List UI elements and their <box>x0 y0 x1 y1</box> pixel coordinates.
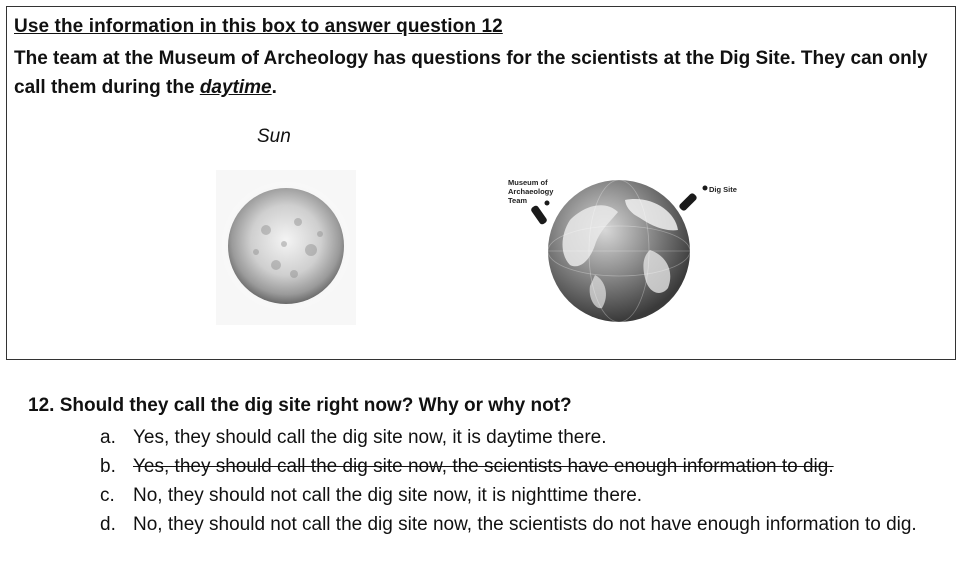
choice-text: No, they should not call the dig site now, it is nighttime there. <box>133 485 643 506</box>
info-box-text <box>14 44 944 102</box>
museum-label-line3: Team <box>508 196 528 205</box>
choice-a[interactable] <box>100 423 950 452</box>
globe-icon <box>500 170 760 330</box>
choice-text: Yes, they should call the dig site now, the scientists have enough information to dig. <box>133 456 834 477</box>
daytime-emphasis: daytime <box>199 77 272 98</box>
info-text-main: The team at the Museum of Archeology has questions for the scientists at the Dig Site. They can only call them during the <box>14 48 928 98</box>
choice-letter: c. <box>100 485 115 506</box>
info-box <box>6 6 956 360</box>
info-text-end: . <box>271 77 277 98</box>
dig-site-marker <box>678 185 737 212</box>
choice-letter: d. <box>100 514 116 535</box>
info-box-heading: Use the information in this box to answer question 12 <box>14 16 503 37</box>
museum-label-line2: Archaeology <box>508 187 554 196</box>
choice-d[interactable] <box>100 510 950 539</box>
dig-site-label: Dig Site <box>709 185 737 194</box>
sun-label: Sun <box>257 126 291 147</box>
globe-image <box>500 170 760 330</box>
museum-label-line1: Museum of <box>508 178 548 187</box>
sun-icon <box>216 170 356 325</box>
choice-b-crossed-out[interactable] <box>100 452 950 481</box>
answer-choices <box>100 423 950 539</box>
sun-image <box>216 170 356 325</box>
choice-text: No, they should not call the dig site now, the scientists do not have enough information to dig. <box>133 514 917 535</box>
choice-letter: a. <box>100 427 116 448</box>
museum-team-marker <box>508 178 554 225</box>
choice-text: Yes, they should call the dig site now, it is daytime there. <box>133 427 607 448</box>
question-12-text: 12. Should they call the dig site right now? Why or why not? <box>28 395 572 416</box>
choice-letter: b. <box>100 456 116 477</box>
choice-c[interactable] <box>100 481 950 510</box>
